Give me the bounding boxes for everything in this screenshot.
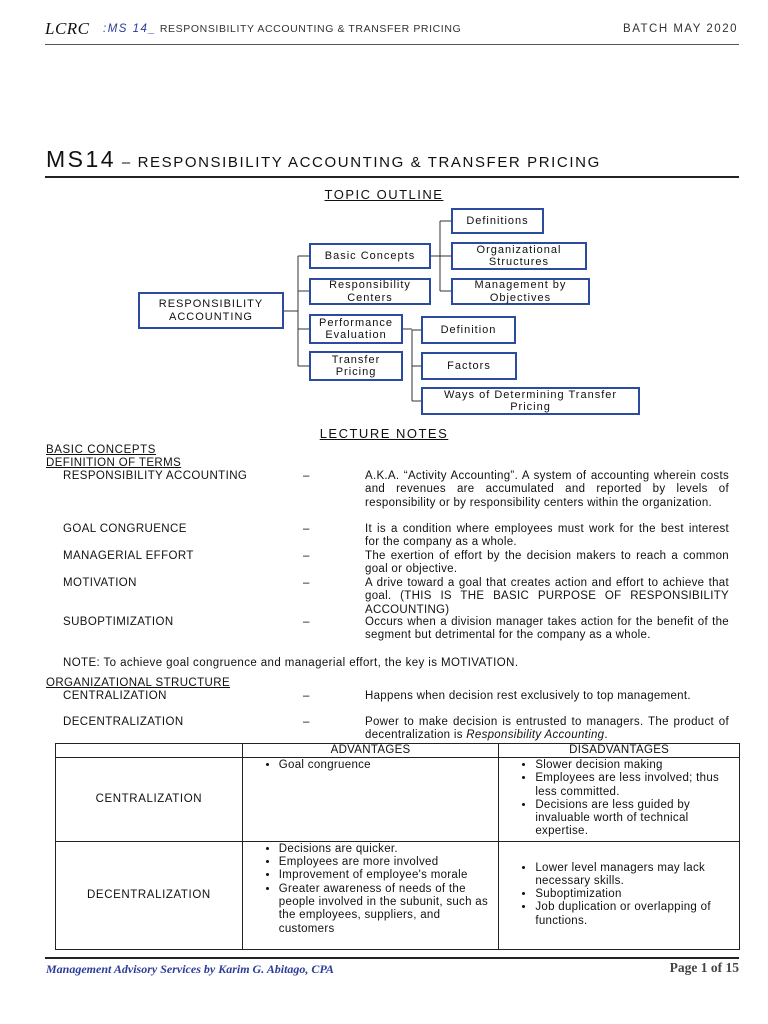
- list-item: • Lower level managers may lack necessary skills.: [535, 862, 739, 889]
- outline-ways-of-determining: Ways of Determining Transfer Pricing: [421, 387, 640, 415]
- term-definition: A.K.A. “Activity Accounting”. A system of accounting wherein costs and revenues are accumulated and reported by levels of responsibility or by responsibility centers within the organization.: [365, 470, 729, 509]
- outline-factors: Factors: [421, 352, 517, 380]
- row-label: DECENTRALIZATION: [56, 841, 243, 949]
- term-definition: It is a condition where employees must work for the best interest for the company as a whole.: [365, 523, 729, 549]
- footer-author: Management Advisory Services by Karim G. Abitago, CPA: [46, 962, 334, 976]
- term-definition: A drive toward a goal that creates action and effort to achieve that goal. (THIS IS THE BASIC PURPOSE OF RESPONSIBILITY ACCOUNTING): [365, 577, 729, 616]
- list-item: • Decisions are quicker.: [279, 843, 499, 856]
- list-item: • Employees are more involved: [279, 856, 499, 869]
- table-header-row: [56, 744, 740, 758]
- table-row: [56, 841, 740, 949]
- outline-management-by-objectives: Management by Objectives: [451, 278, 590, 305]
- list-item: • Suboptimization: [535, 888, 739, 901]
- term-label: GOAL CONGRUENCE: [63, 523, 187, 535]
- footer-divider: [45, 957, 739, 959]
- motivation-note: NOTE: To achieve goal congruence and managerial effort, the key is MOTIVATION.: [63, 657, 519, 669]
- term-dash: –: [303, 716, 310, 728]
- list-item: • Employees are less involved; thus less committed.: [535, 772, 739, 799]
- term-label: DECENTRALIZATION: [63, 716, 184, 728]
- table-header-disadvantages: DISADVANTAGES: [499, 744, 740, 758]
- list-item: • Slower decision making: [535, 759, 739, 772]
- list-item: • Goal congruence: [279, 759, 499, 772]
- page-number: Page 1 of 15: [669, 960, 739, 975]
- outline-performance-evaluation: Performance Evaluation: [309, 314, 403, 344]
- outline-basic-concepts: Basic Concepts: [309, 243, 431, 269]
- header-code: :MS 14_: [103, 23, 157, 35]
- header-logo: LCRC: [45, 19, 90, 38]
- disadvantages-cell: [499, 758, 740, 842]
- outline-root-box: RESPONSIBILITY ACCOUNTING: [138, 292, 284, 329]
- list-item: • Improvement of employee's morale: [279, 869, 499, 882]
- outline-definition: Definition: [421, 316, 516, 344]
- section-organizational-structure: ORGANIZATIONAL STRUCTURE: [46, 677, 231, 689]
- term-label: MANAGERIAL EFFORT: [63, 550, 194, 562]
- section-basic-concepts: BASIC CONCEPTS: [46, 444, 157, 456]
- list-item: • Greater awareness of needs of the people involved in the subunit, such as the employees, suppliers, and customers: [279, 883, 499, 936]
- term-dash: –: [303, 470, 310, 482]
- list-item: • Decisions are less guided by invaluable worth of technical expertise.: [535, 799, 739, 839]
- disadvantages-cell: [499, 841, 740, 949]
- term-dash: –: [303, 577, 310, 589]
- section-definition-of-terms: DEFINITION OF TERMS: [46, 457, 182, 469]
- page-title: MS14 – RESPONSIBILITY ACCOUNTING & TRANSFER PRICING: [46, 146, 601, 172]
- term-label: SUBOPTIMIZATION: [63, 616, 174, 628]
- term-dash: –: [303, 550, 310, 562]
- row-label: CENTRALIZATION: [56, 758, 243, 842]
- term-dash: –: [303, 616, 310, 628]
- list-item: • Job duplication or overlapping of functions.: [535, 901, 739, 928]
- term-label: RESPONSIBILITY ACCOUNTING: [63, 470, 248, 482]
- lecture-heading: LECTURE NOTES: [319, 426, 449, 441]
- term-dash: –: [303, 690, 310, 702]
- outline-organizational-structures: Organizational Structures: [451, 242, 587, 270]
- table-header-cell: [56, 744, 243, 758]
- term-dash: –: [303, 523, 310, 535]
- outline-heading: TOPIC OUTLINE: [324, 187, 444, 202]
- table-header-advantages: ADVANTAGES: [242, 744, 499, 758]
- header-batch: BATCH MAY 2020: [623, 23, 738, 35]
- term-definition: The exertion of effort by the decision makers to reach a common goal or objective.: [365, 550, 729, 576]
- advantages-cell: [242, 841, 499, 949]
- term-definition: Power to make decision is entrusted to managers. The product of decentralization is Responsibility Accounting.: [365, 716, 729, 742]
- term-definition: Occurs when a division manager takes action for the benefit of the segment but detrimental for the company as a whole.: [365, 616, 729, 642]
- term-definition: Happens when decision rest exclusively to top management.: [365, 690, 691, 702]
- outline-definitions: Definitions: [451, 208, 544, 234]
- table-row: [56, 758, 740, 842]
- centralization-comparison-table: [55, 743, 740, 950]
- advantages-cell: [242, 758, 499, 842]
- outline-responsibility-centers: Responsibility Centers: [309, 278, 431, 305]
- term-label: MOTIVATION: [63, 577, 137, 589]
- outline-transfer-pricing: Transfer Pricing: [309, 351, 403, 381]
- term-label: CENTRALIZATION: [63, 690, 167, 702]
- header-subject: :MS 14_ RESPONSIBILITY ACCOUNTING & TRANSFER PRICING: [103, 23, 462, 35]
